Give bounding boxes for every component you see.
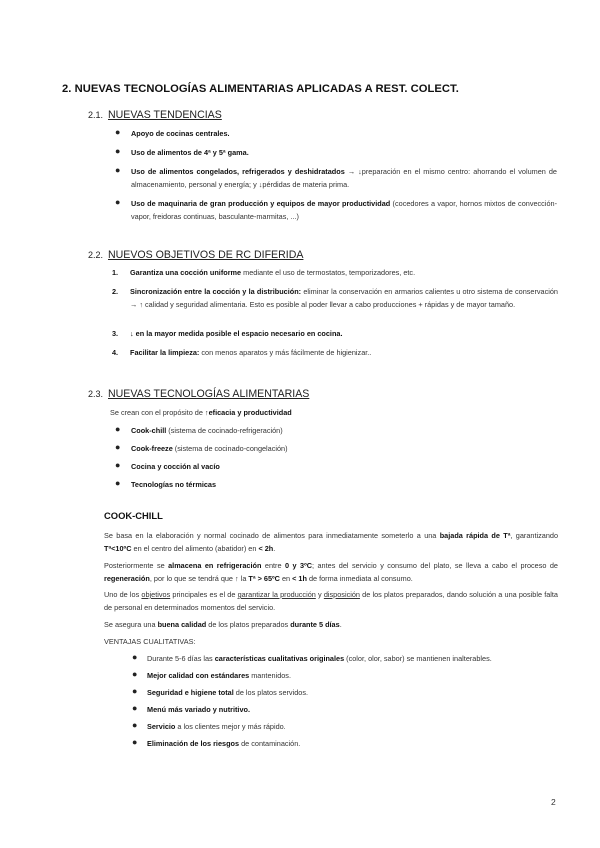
list-item: Menú más variado y nutritivo. [147,705,250,714]
subsection-2-3-heading [88,388,309,400]
subsection-number: 2.1. [88,110,104,120]
list-item: Apoyo de cocinas centrales. [131,129,230,138]
bullet-icon: ● [115,127,121,137]
ventajas-label: VENTAJAS CUALITATIVAS: [104,637,196,646]
subsection-title: NUEVAS TECNOLOGÍAS ALIMENTARIAS [108,388,310,400]
list-item: Uso de alimentos de 4ª y 5ª gama. [131,148,249,157]
subsection-number: 2.2. [88,250,104,260]
subsection-2-1-heading [88,109,222,121]
list-item: Uso de alimentos congelados, refrigerados y deshidratados → ↓preparación en el mismo centro: ahorrando el volumen de almacenamiento, personal y energía; y ↓pérdidas de materia prima. [131,167,557,189]
bullet-icon: ● [115,442,121,452]
bullet-icon: ● [115,424,121,434]
paragraph: Uno de los objetivos principales es el de garantizar la producción y disposición de los platos preparados, dando solución a una posible falta de personal en determinados momentos del servicio. [104,590,558,612]
bullet-icon: ● [132,737,138,747]
subsection-number: 2.3. [88,389,104,399]
list-item: Garantiza una cocción uniforme mediante el uso de termostatos, temporizadores, etc. [130,268,416,277]
list-number: 3. [112,329,119,338]
list-item: Eliminación de los riesgos de contaminación. [147,739,301,748]
list-item: ↓ en la mayor medida posible el espacio necesario en cocina. [130,329,343,338]
bullet-icon: ● [115,165,121,175]
list-item: Cook-freeze (sistema de cocinado-congelación) [131,444,288,453]
bullet-icon: ● [132,652,138,662]
list-item: Uso de maquinaria de gran producción y equipos de mayor productividad (cocedores a vapor, hornos mixtos de convección-vapor, freidoras continuas, basculante-marmitas, ...) [131,199,557,221]
list-item: Cook-chill (sistema de cocinado-refrigeración) [131,426,283,435]
list-number: 1. [112,268,119,277]
list-item: Seguridad e higiene total de los platos servidos. [147,688,308,697]
paragraph: Se basa en la elaboración y normal cocinado de alimentos para inmediatamente someterlo a una bajada rápida de Tª, garantizando Tª<10ºC en el centro del alimento (abatidor) en < 2h. [104,531,558,553]
list-item: Tecnologías no térmicas [131,480,217,489]
bullet-icon: ● [115,197,121,207]
list-item: Cocina y cocción al vacío [131,462,220,471]
paragraph: Se asegura una buena calidad de los platos preparados durante 5 días. [104,620,342,629]
list-item: Mejor calidad con estándares mantenidos. [147,671,291,680]
subsection-title: NUEVOS OBJETIVOS DE RC DIFERIDA [108,249,304,261]
list-item: Durante 5-6 días las características cualitativas originales (color, olor, sabor) se mantienen inalterables. [147,654,492,663]
bullet-icon: ● [115,146,121,156]
bullet-icon: ● [132,686,138,696]
list-item: Facilitar la limpieza: con menos aparatos y más fácilmente de higienizar.. [130,348,372,357]
paragraph: Posteriormente se almacena en refrigeración entre 0 y 3ºC; antes del servicio y consumo del plato, se lleva a cabo el proceso de regeneración, por lo que se tendrá que ↑ la Tª > 65ºC en < 1h de forma inmediata al consumo. [104,561,558,583]
section-heading: 2. NUEVAS TECNOLOGÍAS ALIMENTARIAS APLICADAS A REST. COLECT. [62,83,459,95]
list-number: 4. [112,348,119,357]
intro-text: Se crean con el propósito de ↑eficacia y productividad [110,408,292,417]
subsection-2-2-heading [88,249,303,261]
list-number: 2. [112,287,119,296]
subsection-title: NUEVAS TENDENCIAS [108,109,222,121]
cook-chill-heading: COOK-CHILL [104,510,163,521]
bullet-icon: ● [132,703,138,713]
bullet-icon: ● [132,669,138,679]
bullet-icon: ● [115,460,121,470]
page-number: 2 [551,797,556,807]
bullet-icon: ● [115,478,121,488]
list-item: Servicio a los clientes mejor y más rápido. [147,722,286,731]
list-item: Sincronización entre la cocción y la distribución: eliminar la conservación en armarios calientes u otro sistema de conservación → ↑ calidad y seguridad alimentaria. Esto es posible al poder llevar a cabo producciones + rápidas y de mayor tamaño. [130,287,558,309]
bullet-icon: ● [132,720,138,730]
